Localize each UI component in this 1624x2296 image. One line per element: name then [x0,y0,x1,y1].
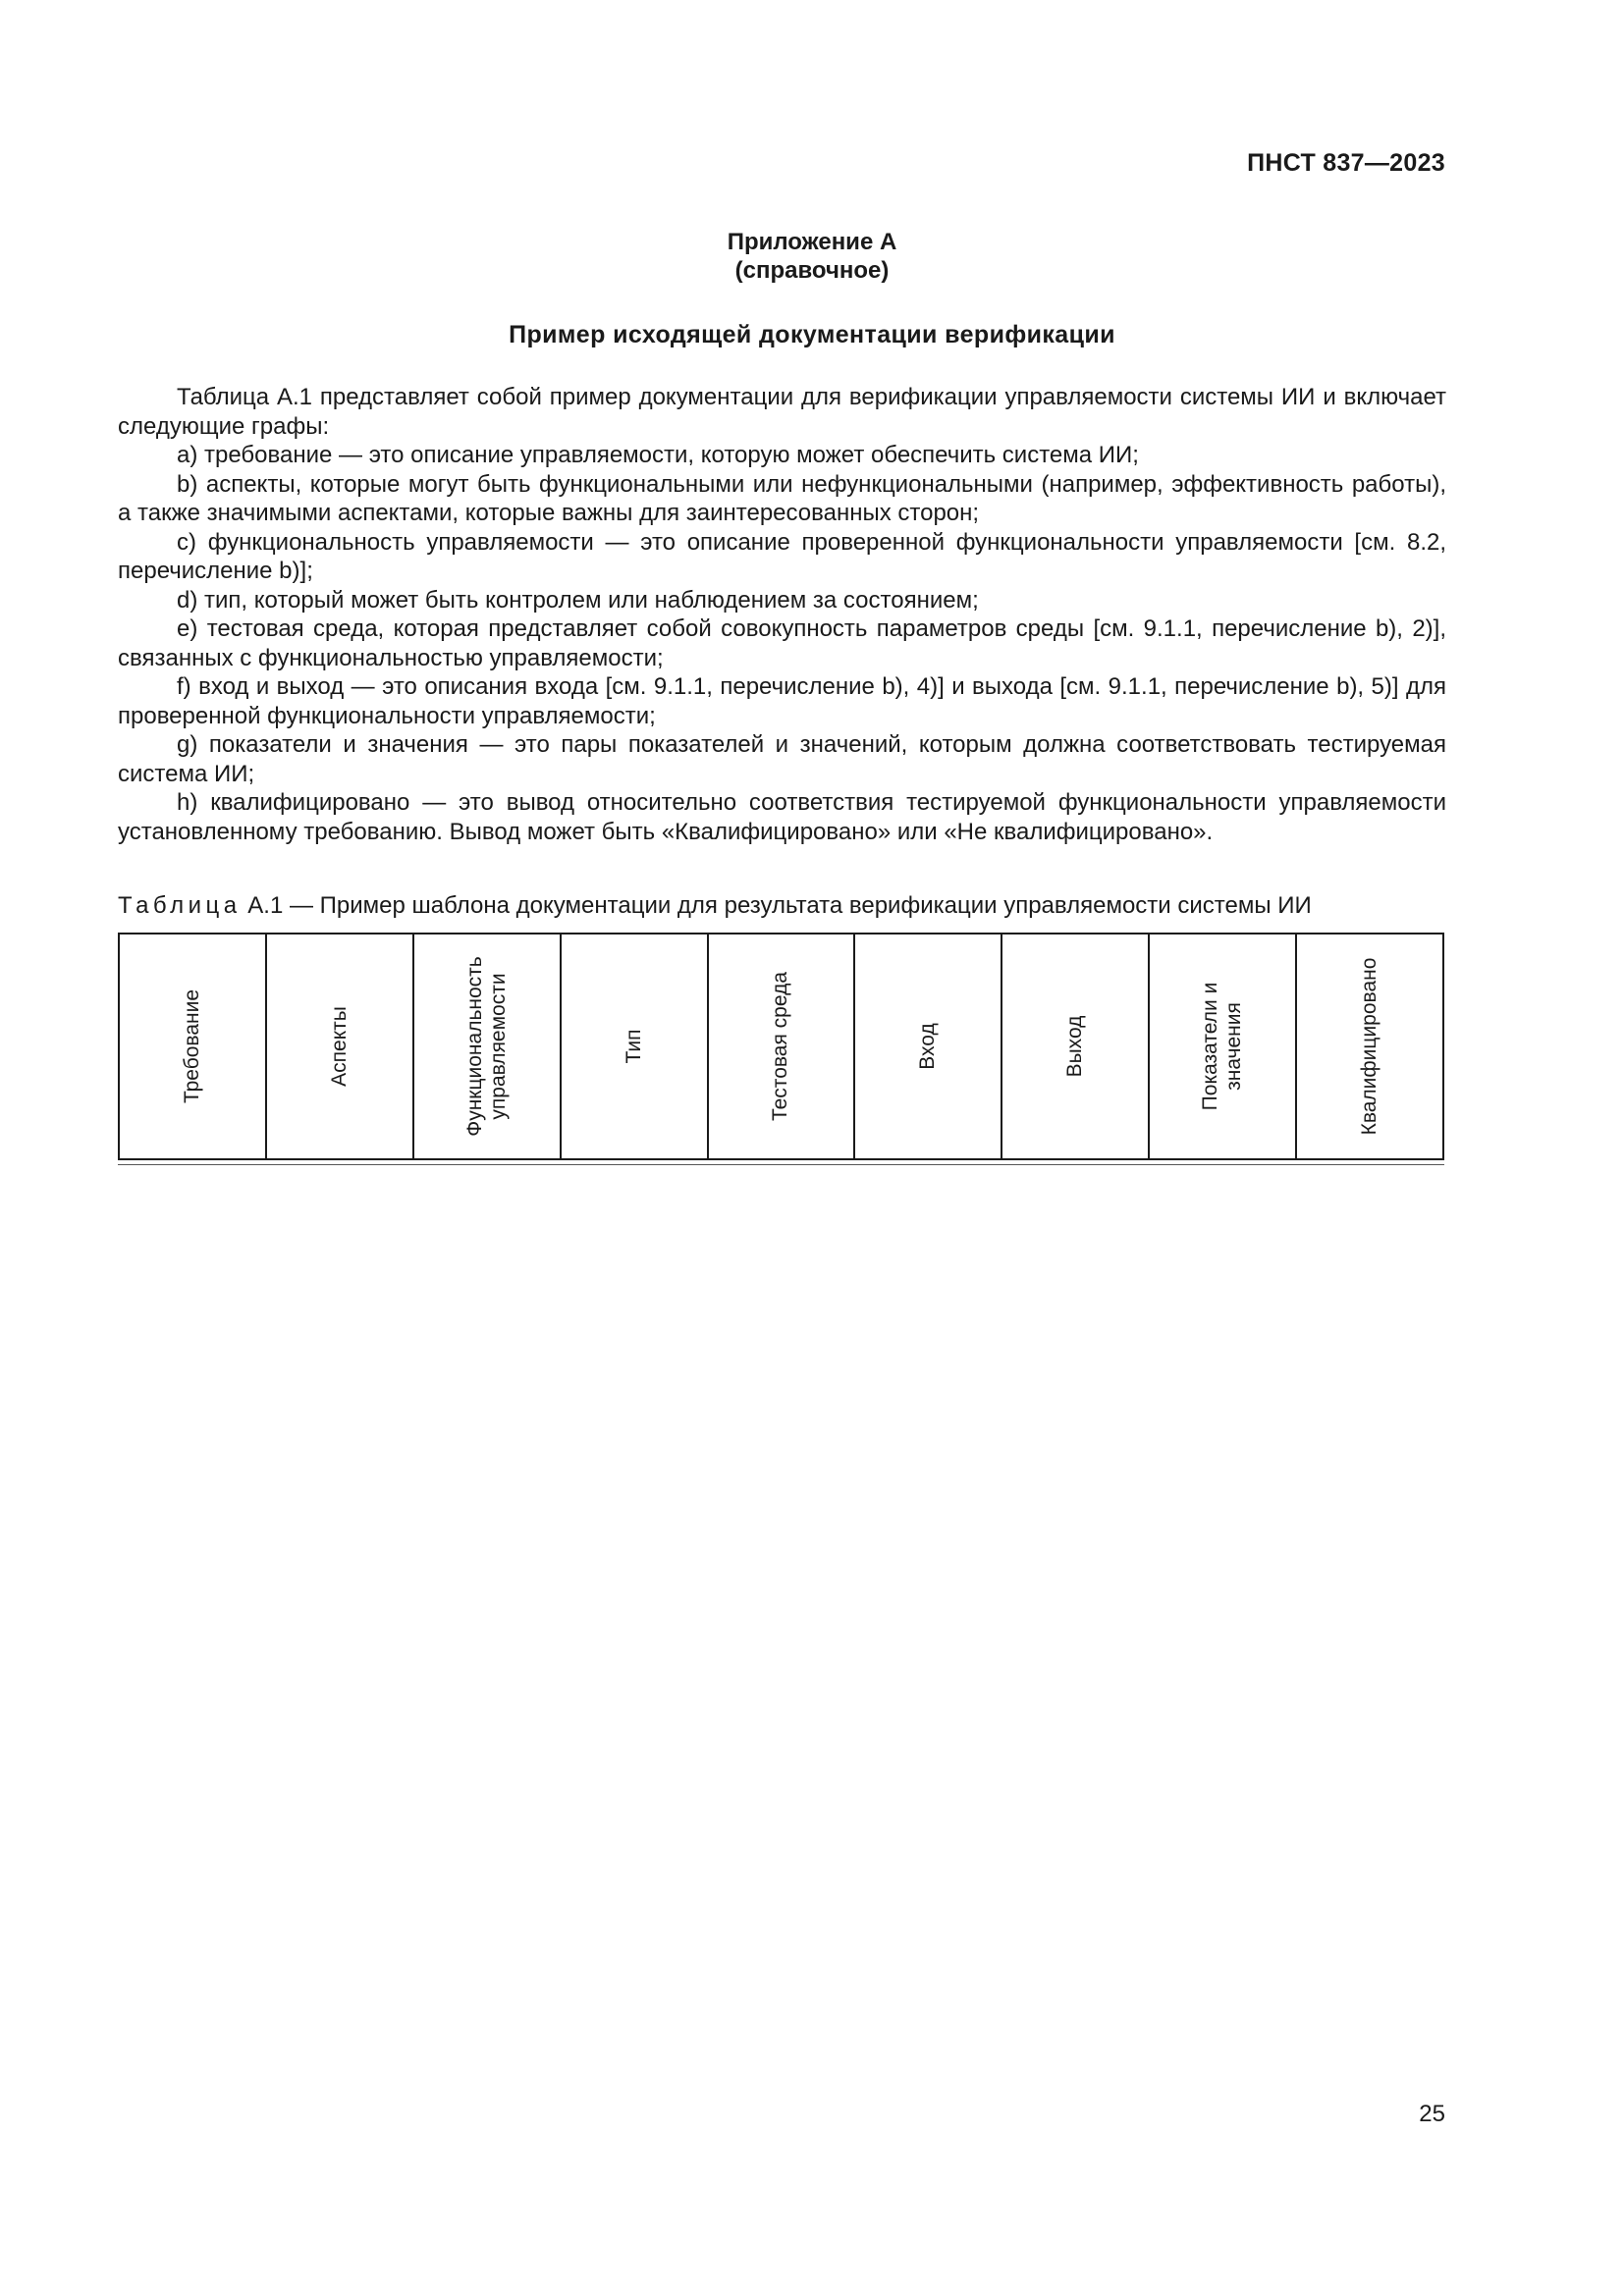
column-header-label: Вход [916,1023,940,1070]
column-header-label: Квалифицировано [1358,957,1380,1136]
body-text [118,383,1446,846]
page-number: 25 [1419,2101,1445,2127]
list-item-h: h) квалифицировано — это вывод относительно соответствия тестируемой функциональности управляемости установленному требованию. Вывод может быть «Квалифицировано» или «Не квалифицировано». [118,789,1446,845]
column-header-input [854,934,1001,1159]
column-header-requirement [119,934,266,1159]
table-caption-label: Таблица [118,892,242,919]
column-header-label: Аспекты [327,1006,351,1087]
column-header-test-environment [708,934,855,1159]
list-item-e: e) тестовая среда, которая представляет собой совокупность параметров среды [см. 9.1.1, перечисление b), 2)], связанных с функциональностью управляемости; [118,615,1446,671]
column-header-label: Функциональность [462,956,486,1137]
section-title: Пример исходящей документации верификации [509,321,1115,348]
documentation-template-table [118,933,1444,1160]
column-header-functionality [413,934,561,1159]
column-header-metrics-values [1149,934,1296,1159]
list-item-a: а) требование — это описание управляемости, которую может обеспечить система ИИ; [177,442,1139,468]
list-item-g: g) показатели и значения — это пары показателей и значений, которым должна соответствовать тестируемая система ИИ; [118,731,1446,787]
column-header-label: Тип [622,1029,645,1064]
list-item-c: c) функциональность управляемости — это описание проверенной функциональности управляемости [см. 8.2, перечисление b)]; [118,528,1446,584]
table-caption-text: А.1 — Пример шаблона документации для результата верификации управляемости системы ИИ [247,892,1312,919]
document-code: ПНСТ 837—2023 [1247,149,1445,177]
annex-heading [0,228,1624,285]
annex-subtitle: (справочное) [734,257,890,284]
column-header-aspects [266,934,413,1159]
column-header-label: Требование [180,988,203,1104]
column-header-label-line2: значения [1222,1002,1246,1091]
column-header-output [1001,934,1149,1159]
annex-title: Приложение А [727,229,897,255]
list-item-d: d) тип, который может быть контролем или наблюдением за состоянием; [177,586,979,614]
table-header-row [119,934,1443,1159]
paragraph-intro: Таблица А.1 представляет собой пример документации для верификации управляемости системы ИИ и включает следующие графы: [118,384,1446,440]
column-header-label: Показатели и [1199,982,1222,1111]
column-header-type [561,934,708,1159]
column-header-qualified [1296,934,1443,1159]
column-header-label-line2: управляемости [486,973,510,1120]
table-bottom-rule [118,1164,1444,1165]
list-item-b: b) аспекты, которые могут быть функциональными или нефункциональными (например, эффективность работы), а также значимыми аспектами, которые важны для заинтересованных сторон; [118,470,1446,526]
table-caption [118,891,1446,920]
column-header-label: Тестовая среда [769,971,792,1122]
column-header-label: Выход [1063,1015,1087,1078]
list-item-f: f) вход и выход — это описания входа [см. 9.1.1, перечисление b), 4)] и выхода [см. 9.1.1, перечисление b), 5)] для проверенной функциональности управляемости; [118,673,1446,729]
